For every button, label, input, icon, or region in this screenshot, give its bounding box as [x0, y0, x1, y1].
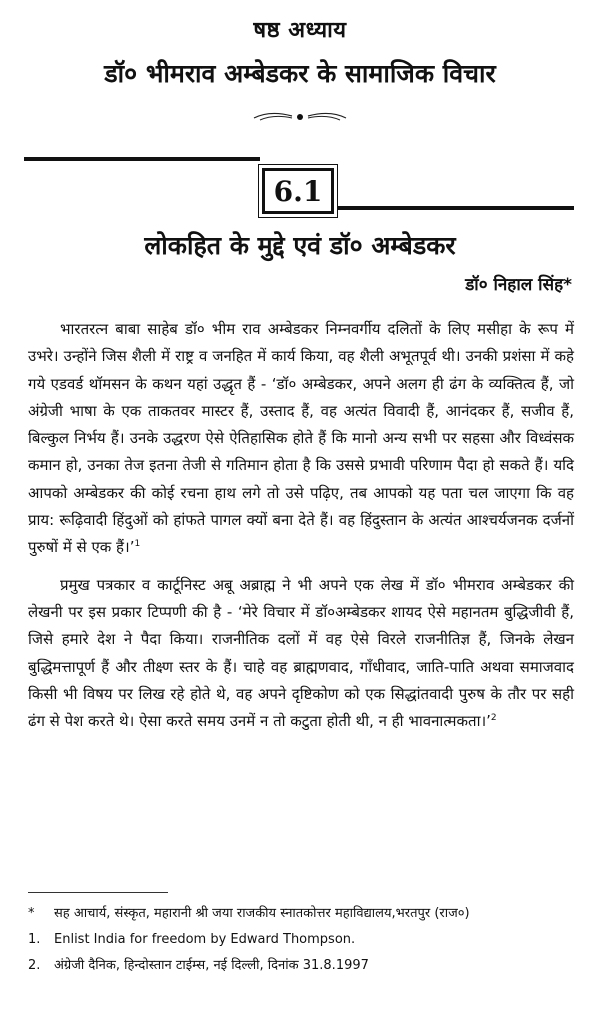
author-footnote-mark: * — [563, 275, 572, 295]
paragraph-2-text: प्रमुख पत्रकार व कार्टूनिस्ट अबू अब्राह्म ने भी अपने एक लेख में डॉ० भीमराव अम्बेडकर की लेखनी पर इस प्रकार टिप्पणी की है - ‘मेरे विचार में डॉ०अम्बेडकर शायद ऐसे महानतम बुद्धिजीवी हैं, जिसे हमारे देश ने पैदा किया। राजनीतिक दलों में वह ऐसे विरले राजनीतिज्ञ हैं, जिनके लेखन बुद्धिमत्तापूर्ण हैं और तीक्ष्ण स्तर के हैं। चाहे वह ब्राह्मणवाद, गाँधीवाद, जाति-पाति अथवा समाजवाद किसी भी विषय पर लिख रहे होते थे, वह अपने दृष्टिकोण को एक सिद्धांतवादी पुरुष के तौर पर सही ढंग से पेश करते थे। ऐसा करते समय उनमें न तो कटुता होती थी, न ही भावनात्मकता।’ — [28, 575, 574, 731]
section-title: लोकहित के मुद्दे एवं डॉ० अम्बेडकर — [144, 231, 456, 260]
paragraph-1 — [28, 316, 574, 562]
section-rule-right — [338, 206, 574, 210]
section-number: 6.1 — [262, 168, 334, 214]
footnotes — [28, 902, 578, 980]
footnote-item — [28, 928, 578, 951]
paragraph-2 — [28, 572, 574, 736]
footnote-text: Enlist India for freedom by Edward Thompson. — [54, 932, 356, 947]
section-rule-left — [24, 157, 260, 161]
footnote-item — [28, 954, 578, 977]
chapter-title: डॉ० भीमराव अम्बेडकर के सामाजिक विचार — [104, 59, 496, 88]
ornament-divider-icon — [250, 106, 350, 126]
footnote-text: सह आचार्य, संस्कृत, महारानी श्री जया राजकीय स्नातकोत्तर महाविद्यालय,भरतपुर (राज०) — [54, 906, 470, 921]
body-text — [28, 316, 574, 745]
footnote-divider — [28, 892, 168, 893]
footnote-mark: 1. — [28, 932, 41, 947]
footnote-mark: 2. — [28, 958, 41, 973]
footnote-ref-2: 2 — [490, 713, 497, 724]
author-line — [465, 272, 572, 295]
footnote-ref-1: 1 — [134, 539, 141, 550]
footnote-mark: * — [28, 906, 35, 921]
paragraph-1-text: भारतरत्न बाबा साहेब डॉ० भीम राव अम्बेडकर निम्नवर्गीय दलितों के लिए मसीहा के रूप में उभरे। उन्होंने जिस शैली में राष्ट्र व जनहित में कार्य किया, वह शैली अभूतपूर्व थी। उनकी प्रशंसा में कहे गये एडवर्ड थॉमसन के कथन यहां उद्धृत हैं - ‘डॉ० अम्बेडकर, अपने अलग ही ढंग के व्यक्तित्व हैं, जो अंग्रेजी भाषा के एक ताकतवर मास्टर हैं, उस्ताद हैं, वह अत्यंत विवादी हैं, आनंदकर हैं, सजीव हैं, बिल्कुल निर्भय हैं। उनके उद्धरण ऐसे ऐतिहासिक होते हैं कि मानो अन्य सभी पर सहसा और विध्वंसक कमान हो, उनका तेज इतना तेजी से गतिमान होता है कि उससे प्रभावी परिणाम पैदा हो सकते हैं। यदि आपको अम्बेडकर की कोई रचना हाथ लगे तो उसे पढ़िए, तब आपको यह पता चल जाएगा कि वह प्राय: रूढ़िवादी हिंदुओं को हांफते पागल क्यों बना देते हैं। वह हिंदुस्तान के अत्यंत आश्चर्यजनक दर्जनों पुरुषों में से एक हैं।’ — [28, 320, 574, 557]
chapter-label: षष्ठ अध्याय — [253, 18, 347, 43]
author-name: डॉ० निहाल सिंह — [465, 275, 564, 295]
footnote-item — [28, 902, 578, 925]
footnote-text: अंग्रेजी दैनिक, हिन्दोस्तान टाईम्स, नई दिल्ली, दिनांक 31.8.1997 — [54, 958, 369, 973]
